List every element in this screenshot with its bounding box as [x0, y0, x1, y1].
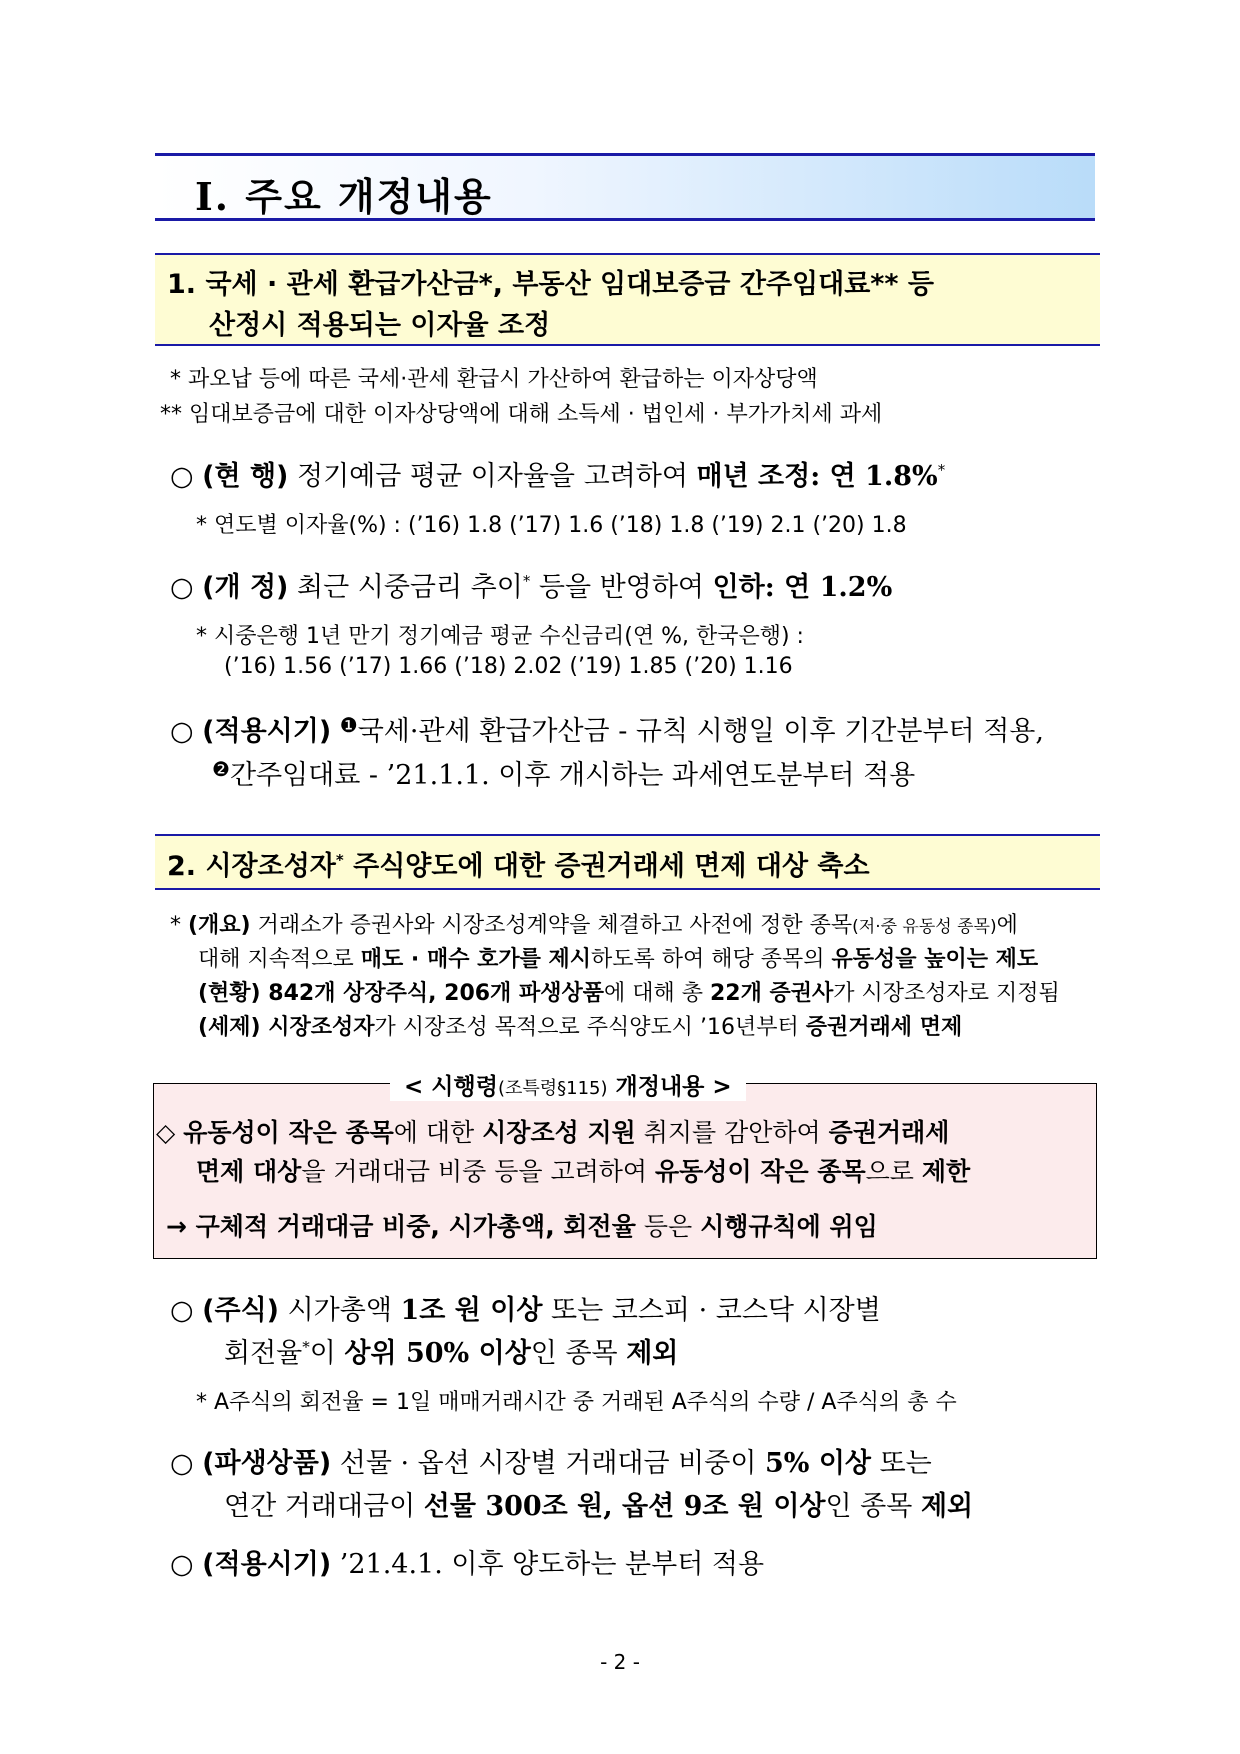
- bullet: ○: [170, 1448, 194, 1479]
- section1-title-line1: 1. 국세 · 관세 환급가산금*, 부동산 임대보증금 간주임대료** 등: [167, 269, 935, 300]
- amendment-line-3: → 구체적 거래대금 비중, 시가총액, 회전율 등은 시행규칙에 위임: [166, 1212, 878, 1241]
- stock-item: ○ (주식) 시가총액 1조 원 이상 또는 코스피 · 코스닥 시장별: [170, 1295, 881, 1326]
- revised-note-2: (’16) 1.56 (’17) 1.66 (’18) 2.02 (’19) 1.85 (’20) 1.16: [224, 654, 793, 679]
- revised-note-1: * 시중은행 1년 만기 정기예금 평균 수신금리(연 %, 한국은행) :: [196, 624, 804, 649]
- timing-text-2: 간주임대료 - ’21.1.1. 이후 개시하는 과세연도분부터 적용: [229, 760, 916, 791]
- current-item: [170, 454, 945, 493]
- section2-title-b: 주식양도에 대한 증권거래세 면제 대상 축소: [343, 851, 870, 882]
- note-line-2: 대해 지속적으로 매도 · 매수 호가를 제시하도록 하여 해당 종목의 유동성을 높이는 제도: [198, 947, 1039, 972]
- chapter-heading-box: [155, 153, 1095, 221]
- amendment-line-2: 면제 대상을 거래대금 비중 등을 고려하여 유동성이 작은 종목으로 제한: [196, 1157, 971, 1186]
- bullet: ○: [170, 1549, 194, 1580]
- derivatives-item: ○ (파생상품) 선물 · 옵션 시장별 거래대금 비중이 5% 이상 또는: [170, 1448, 932, 1479]
- derivatives-label: (파생상품): [202, 1448, 332, 1479]
- revised-text-c: 인하: 연 1.2%: [712, 572, 893, 603]
- timing-item-2: [212, 753, 915, 792]
- current-sup: *: [937, 461, 946, 479]
- amendment-line-1: ◇ 유동성이 작은 종목에 대한 시장조성 지원 취지를 감안하여 증권거래세: [156, 1118, 950, 1147]
- stock-note: * A주식의 회전율 = 1일 매매거래시간 중 거래된 A주식의 수량 / A주식의 총 수: [196, 1390, 957, 1415]
- revised-item: [170, 565, 892, 604]
- current-text-a: 정기예금 평균 이자율을 고려하여: [297, 461, 697, 492]
- section2-timing-label: (적용시기): [202, 1549, 332, 1580]
- bullet: ○: [170, 461, 194, 492]
- revised-text-b: 등을 반영하여: [530, 572, 713, 603]
- section1-title-line2: 산정시 적용되는 이자율 조정: [209, 310, 551, 341]
- stock-item-line-2: 회전율*이 상위 50% 이상인 종목 제외: [224, 1338, 679, 1369]
- bullet: ○: [170, 572, 194, 603]
- amendment-heading: < 시행령(조특령§115) 개정내용 >: [390, 1068, 746, 1101]
- current-note: * 연도별 이자율(%) : (’16) 1.8 (’17) 1.6 (’18) 1.8 (’19) 2.1 (’20) 1.8: [196, 513, 907, 538]
- revised-label: (개 정): [202, 572, 289, 603]
- section1-footnote-1: * 과오납 등에 따른 국세·관세 환급시 가산하여 환급하는 이자상당액: [170, 367, 818, 392]
- section1-heading-box: [155, 253, 1100, 346]
- chapter-title: Ⅰ. 주요 개정내용: [195, 174, 493, 219]
- section2-title: [167, 844, 870, 883]
- note-line-4: (세제) 시장조성자가 시장조성 목적으로 주식양도시 ’16년부터 증권거래세 면제: [198, 1015, 963, 1040]
- section1-footnote-2: ** 임대보증금에 대한 이자상당액에 대해 소득세 · 법인세 · 부가가치세 과세: [160, 402, 883, 427]
- section2-sup: *: [335, 851, 344, 869]
- revised-sup: *: [522, 572, 531, 590]
- timing-label: (적용시기): [202, 716, 332, 747]
- section2-timing-item: ○ (적용시기) ’21.4.1. 이후 양도하는 분부터 적용: [170, 1549, 765, 1580]
- current-label: (현 행): [202, 461, 289, 492]
- section2-heading-box: [155, 834, 1100, 890]
- bullet: ○: [170, 716, 194, 747]
- page-number: - 2 -: [600, 1650, 640, 1674]
- revised-text-a: 최근 시중금리 추이: [297, 572, 523, 603]
- current-text-b: 매년 조정: 연 1.8%: [696, 461, 938, 492]
- bullet: ○: [170, 1295, 194, 1326]
- section2-title-a: 2. 시장조성자: [167, 851, 336, 882]
- timing-text-1: 국세·관세 환급가산금 - 규칙 시행일 이후 기간분부터 적용,: [357, 716, 1044, 747]
- stock-label: (주식): [202, 1295, 279, 1326]
- marker-2: ❷: [212, 757, 230, 781]
- derivatives-item-line-2: 연간 거래대금이 선물 300조 원, 옵션 9조 원 이상인 종목 제외: [224, 1491, 974, 1522]
- note-line-1: * (개요) 거래소가 증권사와 시장조성계약을 체결하고 사전에 정한 종목(저·중 유동성 종목)에: [170, 913, 1018, 938]
- marker-1: ❶: [339, 713, 358, 737]
- note-line-3: (현황) 842개 상장주식, 206개 파생상품에 대해 총 22개 증권사가 시장조성자로 지정됨: [198, 981, 1060, 1006]
- timing-item: [170, 709, 1044, 748]
